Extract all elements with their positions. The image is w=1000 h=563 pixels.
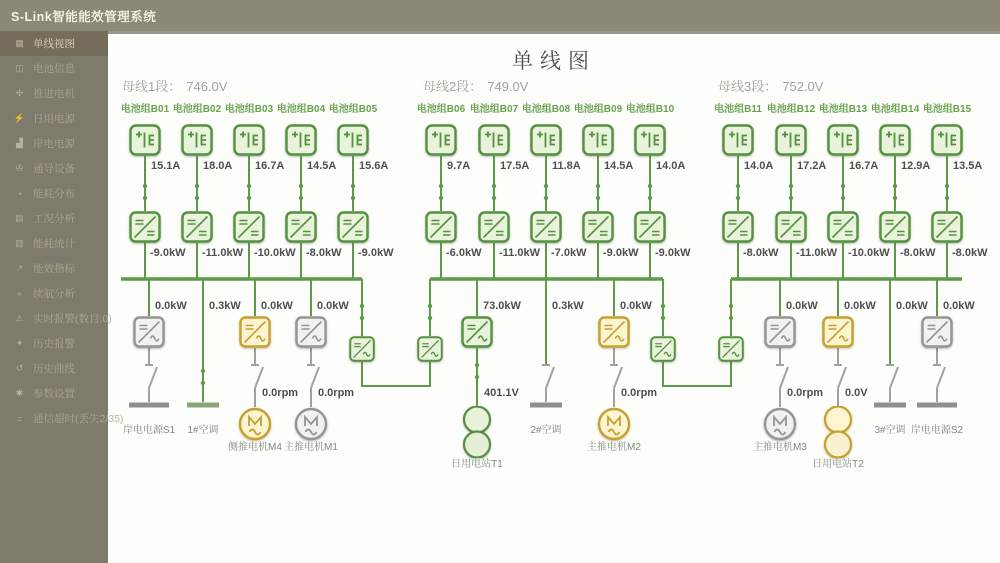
sidebar-item-efficiency-index[interactable] bbox=[0, 256, 108, 281]
sidebar-item-label: 通导设备 bbox=[33, 163, 75, 175]
dcdc-converter-icon bbox=[339, 213, 368, 242]
battery-icon bbox=[829, 126, 858, 155]
bus-tie-converter-icon bbox=[651, 337, 675, 361]
load-power: 0.0kW bbox=[317, 300, 349, 312]
timeout-icon: = bbox=[16, 413, 23, 424]
sidebar-item-label: 能效指标 bbox=[33, 263, 75, 275]
motor-m4-icon bbox=[240, 409, 270, 439]
dcdc-converter-icon bbox=[724, 213, 753, 242]
battery-icon bbox=[777, 126, 806, 155]
sidebar-item-label: 工况分析 bbox=[33, 213, 75, 225]
history-alarm-icon: ✦ bbox=[15, 338, 24, 348]
dcdc-converter-icon bbox=[480, 213, 509, 242]
bus1-label: 母线1段： bbox=[122, 79, 182, 94]
motor-speed: 0.0rpm bbox=[787, 387, 824, 399]
device-name: 主推电机M1 bbox=[284, 442, 338, 453]
bus-tie-converter-icon bbox=[350, 337, 374, 361]
sidebar-item-label: 电池信息 bbox=[33, 63, 75, 75]
battery-icon bbox=[724, 126, 753, 155]
battery-current: 15.1A bbox=[151, 160, 181, 172]
bus2-label: 母线2段： bbox=[423, 79, 483, 94]
trend-icon: ↗ bbox=[15, 263, 24, 273]
wave-icon: ≈ bbox=[17, 288, 22, 299]
battery-name: 电池组B10 bbox=[625, 104, 675, 115]
load-power: 0.0kW bbox=[261, 300, 293, 312]
sidebar-item-label: 岸电电源 bbox=[33, 138, 75, 150]
converter-power: -10.0kW bbox=[254, 247, 296, 259]
sidebar-item-nav-equipment[interactable] bbox=[0, 156, 108, 181]
battery-name: 电池组B14 bbox=[870, 104, 920, 115]
motor-m2-icon bbox=[599, 409, 629, 439]
motor-m1-icon bbox=[296, 409, 326, 439]
battery-icon bbox=[532, 126, 561, 155]
sidebar-item-label: 能耗统计 bbox=[33, 238, 75, 250]
settings-icon: ✱ bbox=[15, 388, 24, 398]
load-power: 0.0kW bbox=[943, 300, 975, 312]
battery-name: 电池组B13 bbox=[818, 104, 868, 115]
sidebar-item-energy-distribution[interactable] bbox=[0, 181, 108, 206]
sidebar-item-daily-power[interactable] bbox=[0, 106, 108, 131]
sidebar-item-label: 单线视图 bbox=[33, 38, 75, 50]
sidebar-item-history-alarm[interactable] bbox=[0, 331, 108, 356]
dcdc-converter-icon bbox=[933, 213, 962, 242]
sidebar-item-comm-timeout[interactable] bbox=[0, 406, 124, 431]
motor-speed: 0.0rpm bbox=[318, 387, 355, 399]
converter-power: -11.0kW bbox=[796, 247, 837, 259]
battery-icon bbox=[131, 126, 160, 155]
station-t1-inverter-icon bbox=[463, 318, 492, 347]
single-line-diagram-panel bbox=[108, 31, 1000, 563]
sidebar-item-battery-info[interactable] bbox=[0, 56, 108, 81]
dcdc-converter-icon bbox=[777, 213, 806, 242]
analysis-icon: ▤ bbox=[15, 213, 24, 223]
sidebar-item-energy-stats[interactable] bbox=[0, 231, 108, 256]
battery-name: 电池组B11 bbox=[714, 104, 762, 115]
sidebar-item-label: 推进电机 bbox=[33, 88, 75, 100]
battery-icon bbox=[584, 126, 613, 155]
converter-power: -7.0kW bbox=[551, 247, 587, 259]
transformer-t2-icon bbox=[825, 407, 851, 458]
battery-icon bbox=[881, 126, 910, 155]
motor-speed: 0.0rpm bbox=[262, 387, 299, 399]
sidebar-item-label: 续航分析 bbox=[33, 288, 75, 300]
converter-power: -9.0kW bbox=[603, 247, 639, 259]
device-name: 1#空调 bbox=[187, 425, 219, 436]
battery-name: 电池组B08 bbox=[521, 104, 571, 115]
barchart-icon: ▥ bbox=[15, 238, 24, 248]
propeller-icon: ✣ bbox=[15, 88, 24, 98]
battery-current: 16.7A bbox=[849, 160, 879, 172]
load-power: 0.0kW bbox=[896, 300, 928, 312]
device-name: 2#空调 bbox=[530, 425, 562, 436]
compass-icon: ✇ bbox=[15, 163, 24, 173]
sidebar-item-endurance-analysis[interactable] bbox=[0, 281, 108, 306]
load-power: 73.0kW bbox=[483, 300, 521, 312]
battery-current: 13.5A bbox=[953, 160, 983, 172]
lightning-icon: ⚡ bbox=[13, 113, 26, 123]
dcdc-converter-icon bbox=[829, 213, 858, 242]
device-name: 3#空调 bbox=[874, 425, 906, 436]
motor-m4-inverter-icon bbox=[241, 318, 270, 347]
bus3-header bbox=[718, 79, 823, 95]
device-name: 侧推电机M4 bbox=[228, 442, 282, 453]
sidebar-item-label: 能耗分布 bbox=[33, 188, 75, 200]
sidebar-item-settings[interactable] bbox=[0, 381, 108, 406]
motor-speed: 0.0rpm bbox=[621, 387, 658, 399]
battery-name: 电池组B09 bbox=[573, 104, 623, 115]
battery-name: 电池组B02 bbox=[172, 104, 222, 115]
load-power: 0.0kW bbox=[786, 300, 818, 312]
dock-icon: ▟ bbox=[16, 138, 23, 148]
converter-power: -9.0kW bbox=[655, 247, 691, 259]
bus-tie-converter-icon bbox=[719, 337, 743, 361]
dcdc-converter-icon bbox=[427, 213, 456, 242]
shore-s2-inverter-icon bbox=[923, 318, 952, 347]
station-voltage: 401.1V bbox=[484, 387, 519, 399]
device-name: 日用电站T2 bbox=[812, 459, 864, 470]
dcdc-converter-icon bbox=[881, 213, 910, 242]
bus1-header bbox=[122, 79, 227, 95]
battery-current: 18.0A bbox=[203, 160, 233, 172]
dcdc-converter-icon bbox=[584, 213, 613, 242]
battery-name: 电池组B01 bbox=[120, 104, 170, 115]
motor-m3-icon bbox=[765, 409, 795, 439]
sidebar-item-label: 日用电源 bbox=[33, 113, 75, 125]
battery-name: 电池组B07 bbox=[469, 104, 519, 115]
battery-current: 14.0A bbox=[656, 160, 686, 172]
battery-current: 14.0A bbox=[744, 160, 774, 172]
top-bar bbox=[0, 0, 1000, 31]
converter-power: -8.0kW bbox=[743, 247, 779, 259]
sidebar-item-label: 参数设置 bbox=[33, 388, 75, 400]
motor-m3-inverter-icon bbox=[766, 318, 795, 347]
dcdc-converter-icon bbox=[131, 213, 160, 242]
load-power: 0.0kW bbox=[844, 300, 876, 312]
battery-name: 电池组B06 bbox=[416, 104, 466, 115]
battery-icon bbox=[480, 126, 509, 155]
battery-current: 12.9A bbox=[901, 160, 931, 172]
converter-power: -10.0kW bbox=[848, 247, 890, 259]
battery-current: 17.5A bbox=[500, 160, 530, 172]
diagram-icon: ▦ bbox=[15, 38, 24, 48]
battery-icon bbox=[427, 126, 456, 155]
load-power: 0.3kW bbox=[209, 300, 241, 312]
station-t2-inverter-icon bbox=[824, 318, 853, 347]
battery-name: 电池组B03 bbox=[224, 104, 274, 115]
sidebar-item-history-curve[interactable] bbox=[0, 356, 108, 381]
load-power: 0.0kW bbox=[620, 300, 652, 312]
station-voltage: 0.0V bbox=[845, 387, 868, 399]
battery-icon bbox=[183, 126, 212, 155]
bus2-voltage: 749.0V bbox=[487, 79, 529, 94]
motor-m2-inverter-icon bbox=[600, 318, 629, 347]
battery-current: 14.5A bbox=[307, 160, 337, 172]
pie-icon: ◔ bbox=[16, 188, 23, 199]
device-name: 岸电电源S2 bbox=[910, 425, 964, 436]
bus3-label: 母线3段： bbox=[718, 79, 778, 94]
battery-name: 电池组B05 bbox=[328, 104, 378, 115]
sidebar-item-realtime-alarm[interactable] bbox=[0, 306, 112, 331]
sidebar-item-single-line-view[interactable] bbox=[0, 31, 108, 56]
battery-icon bbox=[339, 126, 368, 155]
dcdc-converter-icon bbox=[636, 213, 665, 242]
bus-tie-converter-icon bbox=[418, 337, 442, 361]
shore-s1-inverter-icon bbox=[135, 318, 164, 347]
transformer-t1-icon bbox=[464, 407, 490, 458]
battery-icon bbox=[287, 126, 316, 155]
battery-name: 电池组B15 bbox=[922, 104, 972, 115]
battery-icon bbox=[933, 126, 962, 155]
sidebar-item-shore-power[interactable] bbox=[0, 131, 108, 156]
sidebar-item-label: 历史报警 bbox=[33, 338, 75, 350]
dcdc-converter-icon bbox=[183, 213, 212, 242]
battery-current: 15.6A bbox=[359, 160, 389, 172]
converter-power: -6.0kW bbox=[446, 247, 482, 259]
bus1-voltage: 746.0V bbox=[186, 79, 228, 94]
battery-icon: ◫ bbox=[15, 63, 24, 73]
converter-power: -11.0kW bbox=[499, 247, 540, 259]
battery-icon bbox=[636, 126, 665, 155]
sidebar-item-condition-analysis[interactable] bbox=[0, 206, 108, 231]
battery-current: 9.7A bbox=[447, 160, 471, 172]
dcdc-converter-icon bbox=[235, 213, 264, 242]
sidebar-item-label: 通信超时(丢失2/35) bbox=[33, 413, 124, 425]
device-name: 主推电机M3 bbox=[753, 442, 807, 453]
converter-power: -9.0kW bbox=[358, 247, 394, 259]
converter-power: -9.0kW bbox=[150, 247, 186, 259]
sidebar-item-label: 实时报警(数目:0) bbox=[33, 313, 112, 325]
sidebar-item-propulsion-motor[interactable] bbox=[0, 81, 108, 106]
converter-power: -8.0kW bbox=[306, 247, 342, 259]
battery-name: 电池组B12 bbox=[766, 104, 816, 115]
bus3-voltage: 752.0V bbox=[782, 79, 824, 94]
sidebar-item-label: 历史曲线 bbox=[33, 363, 75, 375]
dcdc-converter-icon bbox=[287, 213, 316, 242]
converter-power: -11.0kW bbox=[202, 247, 243, 259]
battery-current: 11.8A bbox=[552, 160, 581, 172]
battery-name: 电池组B04 bbox=[276, 104, 326, 115]
device-name: 岸电电源S1 bbox=[122, 425, 176, 436]
history-icon: ↺ bbox=[15, 363, 24, 373]
converter-power: -8.0kW bbox=[900, 247, 936, 259]
bus2-header bbox=[423, 79, 528, 95]
load-power: 0.3kW bbox=[552, 300, 584, 312]
sidebar bbox=[0, 31, 124, 563]
device-name: 主推电机M2 bbox=[587, 442, 641, 453]
page-title: 单线图 bbox=[512, 50, 596, 73]
device-name: 日用电站T1 bbox=[451, 459, 503, 470]
battery-current: 17.2A bbox=[797, 160, 827, 172]
battery-current: 14.5A bbox=[604, 160, 634, 172]
battery-icon bbox=[235, 126, 264, 155]
battery-current: 16.7A bbox=[255, 160, 285, 172]
dcdc-converter-icon bbox=[532, 213, 561, 242]
bus-tie-1-wires bbox=[362, 279, 430, 386]
bus-tie-2-wires bbox=[663, 279, 731, 386]
converter-power: -8.0kW bbox=[952, 247, 988, 259]
app-title: S-Link智能能效管理系统 bbox=[11, 9, 157, 24]
alarm-bell-icon: ⚠ bbox=[15, 313, 24, 323]
load-power: 0.0kW bbox=[155, 300, 187, 312]
motor-m1-inverter-icon bbox=[297, 318, 326, 347]
